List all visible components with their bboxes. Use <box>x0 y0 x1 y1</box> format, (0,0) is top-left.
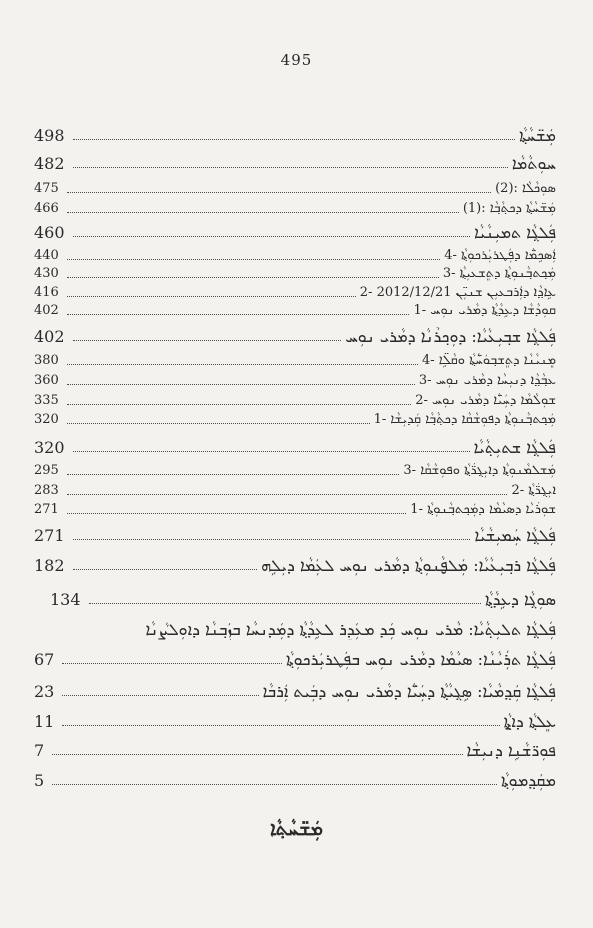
toc-row <box>34 126 556 146</box>
leader-dots <box>73 235 471 237</box>
toc-page: 460 <box>34 223 65 242</box>
toc-page: 430 <box>34 266 59 281</box>
toc-row <box>34 303 556 318</box>
leader-dots <box>67 258 440 260</box>
toc-title: ܚܘܼܬܵܡܵܐ <box>511 154 556 173</box>
toc-title: ܥܸܠܬ݂ܵܐ ܕܐ̱ܬ݂ܵܐ <box>503 712 556 731</box>
toc-row <box>34 526 556 546</box>
toc-title: ܦܲܠܓ݂ܵܐ ܫܬܝܼܬ݂ܵܝܵܐ <box>473 438 556 457</box>
toc-title: 4- ܐܲܣܟܹܡ̈ܵܐ ܕܦܲܛܪܝܲܪܟܘܼܬ݂ܵܐ <box>444 248 556 263</box>
toc-row <box>34 502 556 517</box>
leader-dots <box>67 512 406 514</box>
toc-title: ܡܲܫ̈ܚܵܬ݂ܵܐ <box>519 126 556 145</box>
toc-title: 2- ܥܹܐܕ݂ܵܐ ܕܐܲܪܒܥܝܼܢ ܫܢܝܼ̈ܢ 2012/12/21 <box>359 285 556 300</box>
toc-page: 271 <box>34 502 59 517</box>
toc-title: 1- ܩܘܼܕܵܫܵܐ ܕܥܹܕܵܬ݂ܵܐ ܕܡܵܪܝ ܢܘܼܚ <box>413 303 556 318</box>
toc-title: ܦܲܠܓ݂ܵܐ ܚܲܡܝܼܫܵܝܵܐ <box>474 526 556 545</box>
leader-dots <box>73 138 516 140</box>
toc-page: 402 <box>34 303 59 318</box>
toc-row <box>50 590 556 610</box>
toc-page: 440 <box>34 248 59 263</box>
toc-page: 11 <box>34 712 55 731</box>
toc-page: 320 <box>34 438 65 457</box>
toc-page: 475 <box>34 181 59 196</box>
toc-row <box>34 248 556 263</box>
toc-title: 2- ܐܝܼܓ݂ܪ̈ܵܬ݂ܵܐ <box>511 483 556 498</box>
toc-title: (1): ܡܲܫ̈ܚܵܬ݂ܵܐ ܕܟܬ݂ܵܒ݂ܵܐ <box>462 201 556 216</box>
toc-row <box>34 650 556 670</box>
toc-page: 67 <box>34 650 55 669</box>
toc-title: ܦܲܠܓ݂ܵܐ ܪܒ݂ܝܼܥܵܝܵܐ: ܡܲܠܦ̮ܵܢܘܼܬ݂ܵܐ ܕܡܵܪܝ ܢܘܼܚ ܠܥܲܡܵܐ ܕܝܼܠܹܗ <box>261 556 556 575</box>
leader-dots <box>73 538 471 540</box>
leader-dots <box>89 602 481 604</box>
toc-title: 3- ܡܲܟ݂ܬܒ݂ܵܢܘܼܬ݂ܵܐ ܕܬܸܫܥܝܼܬ݂ܵܐ <box>442 266 556 281</box>
toc-row <box>34 412 556 427</box>
toc-page: 380 <box>34 353 59 368</box>
toc-title: 3- ܡܲܫܠܡܵܢܘܼܬ݂ܵܐ ܕܐܝܼܓ݂ܪ̈ܵܬ݂ܵܐ ܘܦܘܼܫܵܩܵܐ <box>403 463 556 478</box>
leader-dots <box>52 783 497 785</box>
toc-page: 7 <box>34 741 45 760</box>
toc-page: 482 <box>34 154 65 173</box>
toc-title: 4- ܡܸܢܝܵܢܵܐ ܕܬܸܫܒ݂ܘܿܚ̈ܵܬ݂ܵܐ ܘܩܵܠܹ̈ܐ <box>421 353 556 368</box>
toc-row <box>34 201 556 216</box>
toc-row <box>34 556 556 576</box>
toc-title: 3- ܥܒ݂ܵܕ݂ܵܐ ܕܢܝܼܚܵܐ ܕܡܵܪܝ ܢܘܼܚ <box>418 373 556 388</box>
toc-page: 416 <box>34 285 59 300</box>
toc-page: 295 <box>34 463 59 478</box>
toc-row <box>34 620 556 640</box>
toc-row <box>34 771 556 791</box>
toc-title: ܦܲܠܓ݂ܵܐ ܫܒ݂ܝܼܥܵܝܵܐ: ܕܘܼܟ݂ܪܵܢܵܐ ܕܡܵܪܝ ܢܘܼܚ <box>345 327 556 346</box>
toc-row <box>34 154 556 174</box>
toc-row <box>34 327 556 347</box>
toc-row <box>34 682 556 702</box>
leader-dots <box>67 363 418 365</box>
toc-page: 360 <box>34 373 59 388</box>
toc-title: ܦܘܼܪ̈ܫܵܢܹܐ ܕܢܝܼܫܵܐ <box>466 741 556 760</box>
leader-dots <box>62 724 499 726</box>
toc-title: 2- ܫܘܼܠܵܡܵܐ ܕܚܲܝ̈ܵܐ ܕܡܵܪܝ ܢܘܼܚ <box>415 393 556 408</box>
contents-title: ܡܲܫ̈ܚܵܬ݂ܵܐ <box>270 818 323 840</box>
toc-page: 23 <box>34 682 55 701</box>
leader-dots <box>67 276 439 278</box>
leader-dots <box>67 403 411 405</box>
leader-dots <box>67 422 370 424</box>
leader-dots <box>67 493 508 495</box>
toc-page: 134 <box>50 590 81 609</box>
toc-title: ܦܲܠܓ݂ܵܐ ܬܠܝܼܬ݂ܵܝܵܐ: ܡܵܪܝ ܢܘܼܚ ܟܲܕ ܡܥܲܕܸܪ ܠܥܹܕܵܬ݂ܵܐ ܕܡܲܕܢܚܵܐ ܒܙܲܒ݂ܢܵܐ ܕܐܘܼܠܨܵܢܵܐ <box>145 620 556 639</box>
leader-dots <box>67 295 356 297</box>
toc-row <box>34 483 556 498</box>
toc-page: 498 <box>34 126 65 145</box>
leader-dots <box>73 450 470 452</box>
leader-dots <box>73 568 258 570</box>
toc-title: ܦܲܠܓ݂ܵܐ ܩܲܕ݂ܡܵܝܵܐ: ܣܹܓ݂ܝܵܬ݂ܵܐ ܕܚܲܝ̈ܵܐ ܕܡܵܪܝ ܢܘܼܚ ܕܒܲܝܬ ܐܲܪܒܵܐ <box>262 682 556 701</box>
leader-dots <box>73 166 508 168</box>
leader-dots <box>67 383 415 385</box>
leader-dots <box>67 473 400 475</box>
toc-title: 1- ܫܘܼܪܵܝܵܐ ܕܣܝܵܡܵܐ ܕܡܲܟ݂ܬܒ݂ܵܢܘܼܬ݂ܵܐ <box>410 502 556 517</box>
toc-title: ܦܲܠܓ݂ܵܐ ܬܡܝܼܢܵܝܵܐ <box>474 223 556 242</box>
leader-dots <box>62 694 258 696</box>
toc-row <box>34 438 556 458</box>
page-number: 495 <box>280 51 313 69</box>
toc-row <box>34 285 556 300</box>
toc-row <box>34 463 556 478</box>
leader-dots <box>73 339 342 341</box>
leader-dots <box>52 753 462 755</box>
toc-row <box>34 353 556 368</box>
toc-page: 402 <box>34 327 65 346</box>
leader-dots <box>67 191 491 193</box>
toc-page: 5 <box>34 771 45 790</box>
toc-row <box>34 393 556 408</box>
leader-dots <box>67 211 459 213</box>
toc-title: ܡܩܲܕ݂ܡܘܼܬ݂ܵܐ <box>501 771 556 790</box>
toc-title: ܦܲܠܓ݂ܵܐ ܬܪܲܝܵܢܵܐ: ܣܝܵܡܵܐ ܕܡܵܪܝ ܢܘܼܚ ܒܦܲܛܪܝܲܪܟܘܼܬ݂ܵܐ <box>285 650 556 669</box>
toc-title: 1- ܡܲܟ݂ܬܒ݂ܵܢܘܼܬ݂ܵܐ ܕܦܘܼܫܵܩܵܐ ܕܟܬ݂ܵܒ݂ܵܐ ܩܲܕܝܼܫܵܐ <box>373 412 556 427</box>
toc-page: 320 <box>34 412 59 427</box>
toc-page: 466 <box>34 201 59 216</box>
toc-row <box>34 373 556 388</box>
toc-title: ܣܘܼܓ݂ܵܐ ܕܥܹܕܵܬ݂ܵܐ <box>485 590 556 609</box>
toc-title: (2): ܣܘܼܟܵܠܵܐ <box>495 181 556 196</box>
toc-page: 283 <box>34 483 59 498</box>
toc-page: 335 <box>34 393 59 408</box>
leader-dots <box>67 313 410 315</box>
toc-page: 182 <box>34 556 65 575</box>
toc-row <box>34 266 556 281</box>
toc-row <box>34 181 556 196</box>
toc-row <box>34 741 556 761</box>
toc-row <box>34 223 556 243</box>
toc-page: 271 <box>34 526 65 545</box>
leader-dots <box>62 662 282 664</box>
toc-row <box>34 712 556 732</box>
